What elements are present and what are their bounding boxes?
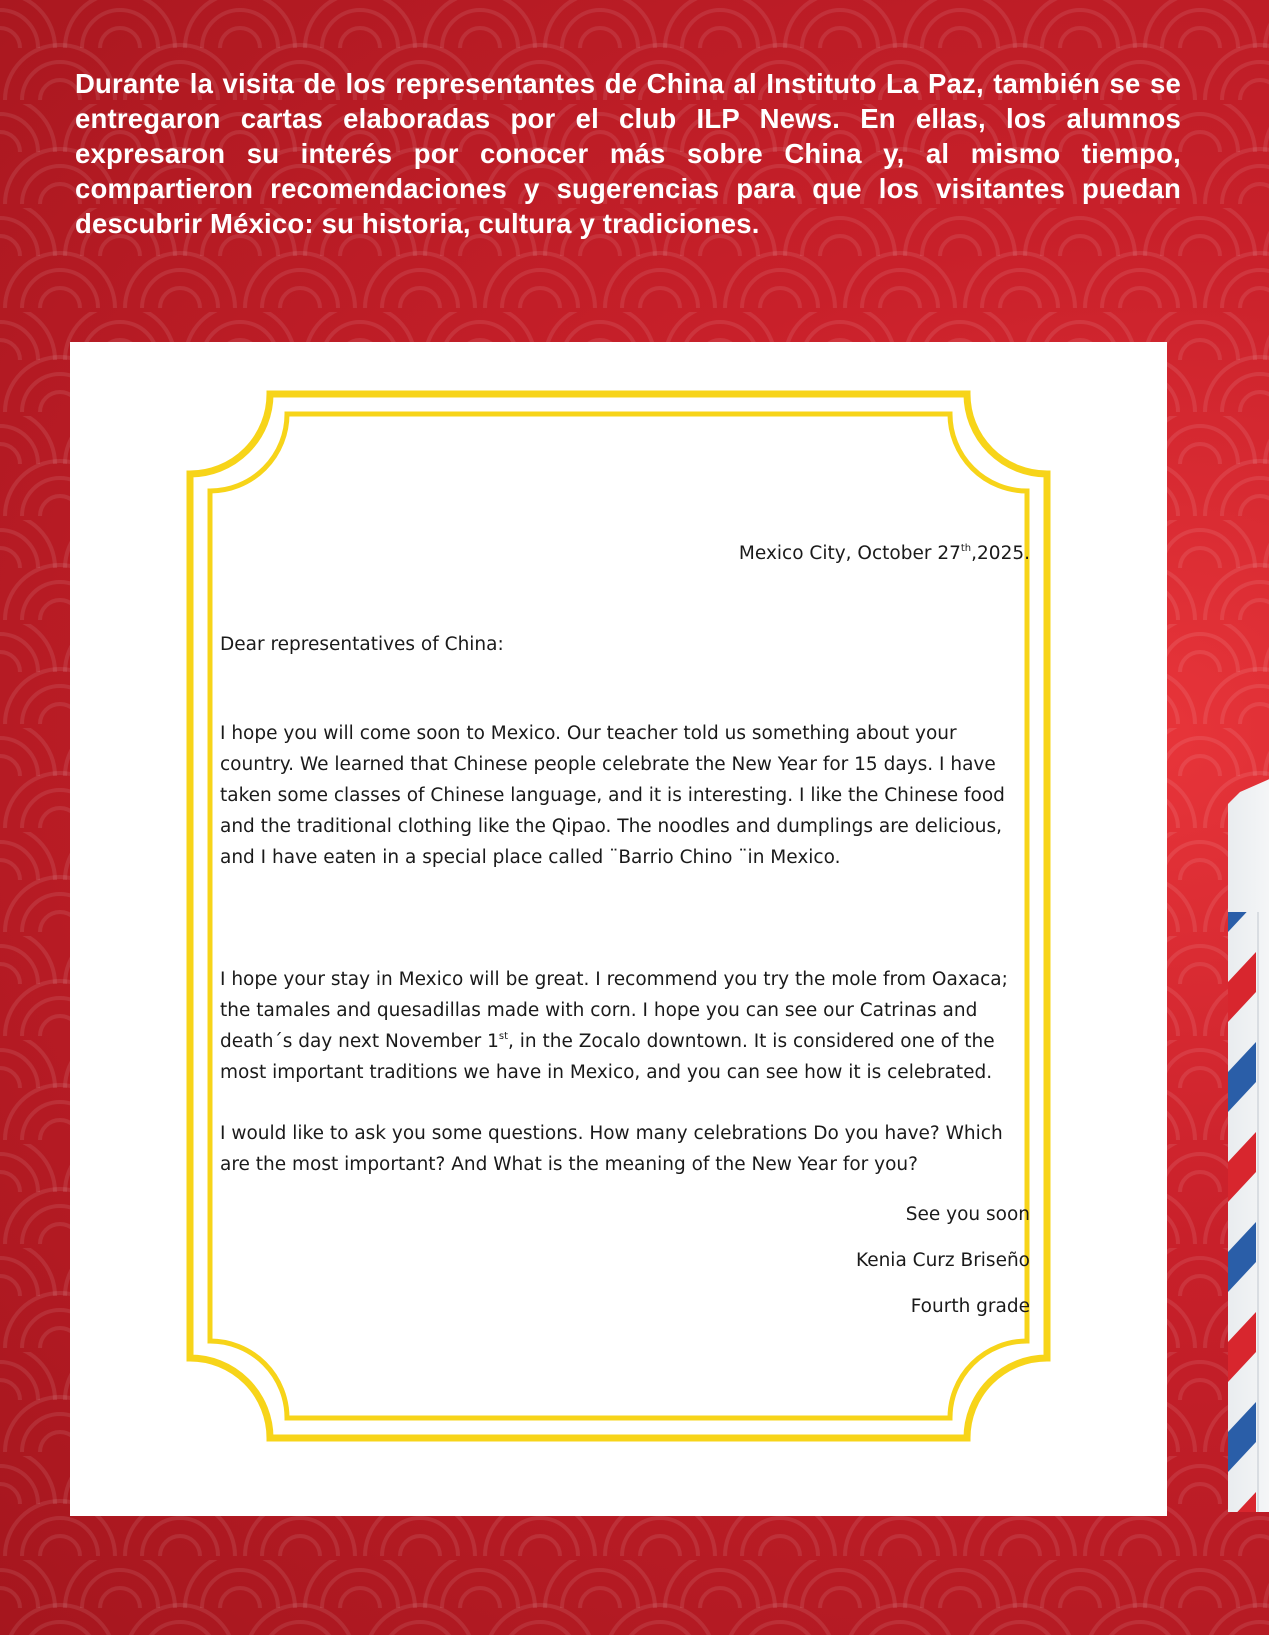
intro-paragraph: Durante la visita de los representantes de China al Instituto La Paz, también se se entregaron cartas elaboradas por el club ILP News. En ellas, los alumnos expresaron su interés por conocer más sobre China y, al mismo tiempo, compartieron recomendaciones y sugerencias para que los visitantes puedan descubrir México: su historia, cultura y tradiciones. bbox=[75, 68, 1181, 239]
letter-closing: See you soon bbox=[905, 1204, 1030, 1225]
letter-signature: Kenia Curz Briseño bbox=[855, 1250, 1030, 1271]
letter-paragraph-3: I would like to ask you some questions. How many celebrations Do you have? Which are the most important? And What is the meaning of the New Year for you? bbox=[220, 1123, 1003, 1175]
decorative-frame bbox=[70, 342, 1167, 1516]
letter-card bbox=[70, 342, 1167, 1516]
letter-greeting: Dear representatives of China: bbox=[220, 634, 504, 655]
letter-date: Mexico City, October 27th,2025. bbox=[738, 543, 1030, 564]
letter-paragraph-2: I hope your stay in Mexico will be great. I recommend you try the mole from Oaxaca; the tamales and quesadillas made with corn. I hope you can see our Catrinas and death´s day next November 1st, in the Zocalo downtown. It is considered one of the most important traditions we have in Mexico, and you can see how it is celebrated. bbox=[220, 969, 1008, 1083]
airmail-envelope bbox=[1228, 762, 1269, 1512]
letter-grade: Fourth grade bbox=[910, 1296, 1030, 1317]
letter-paragraph-1: I hope you will come soon to Mexico. Our teacher told us something about your country. We learned that Chinese people celebrate the New Year for 15 days. I have taken some classes of Chinese language, and it is interesting. I like the Chinese food and the traditional clothing like the Qipao. The noodles and dumplings are delicious, and I have eaten in a special place called ¨Barrio Chino ¨in Mexico. bbox=[220, 723, 1005, 868]
